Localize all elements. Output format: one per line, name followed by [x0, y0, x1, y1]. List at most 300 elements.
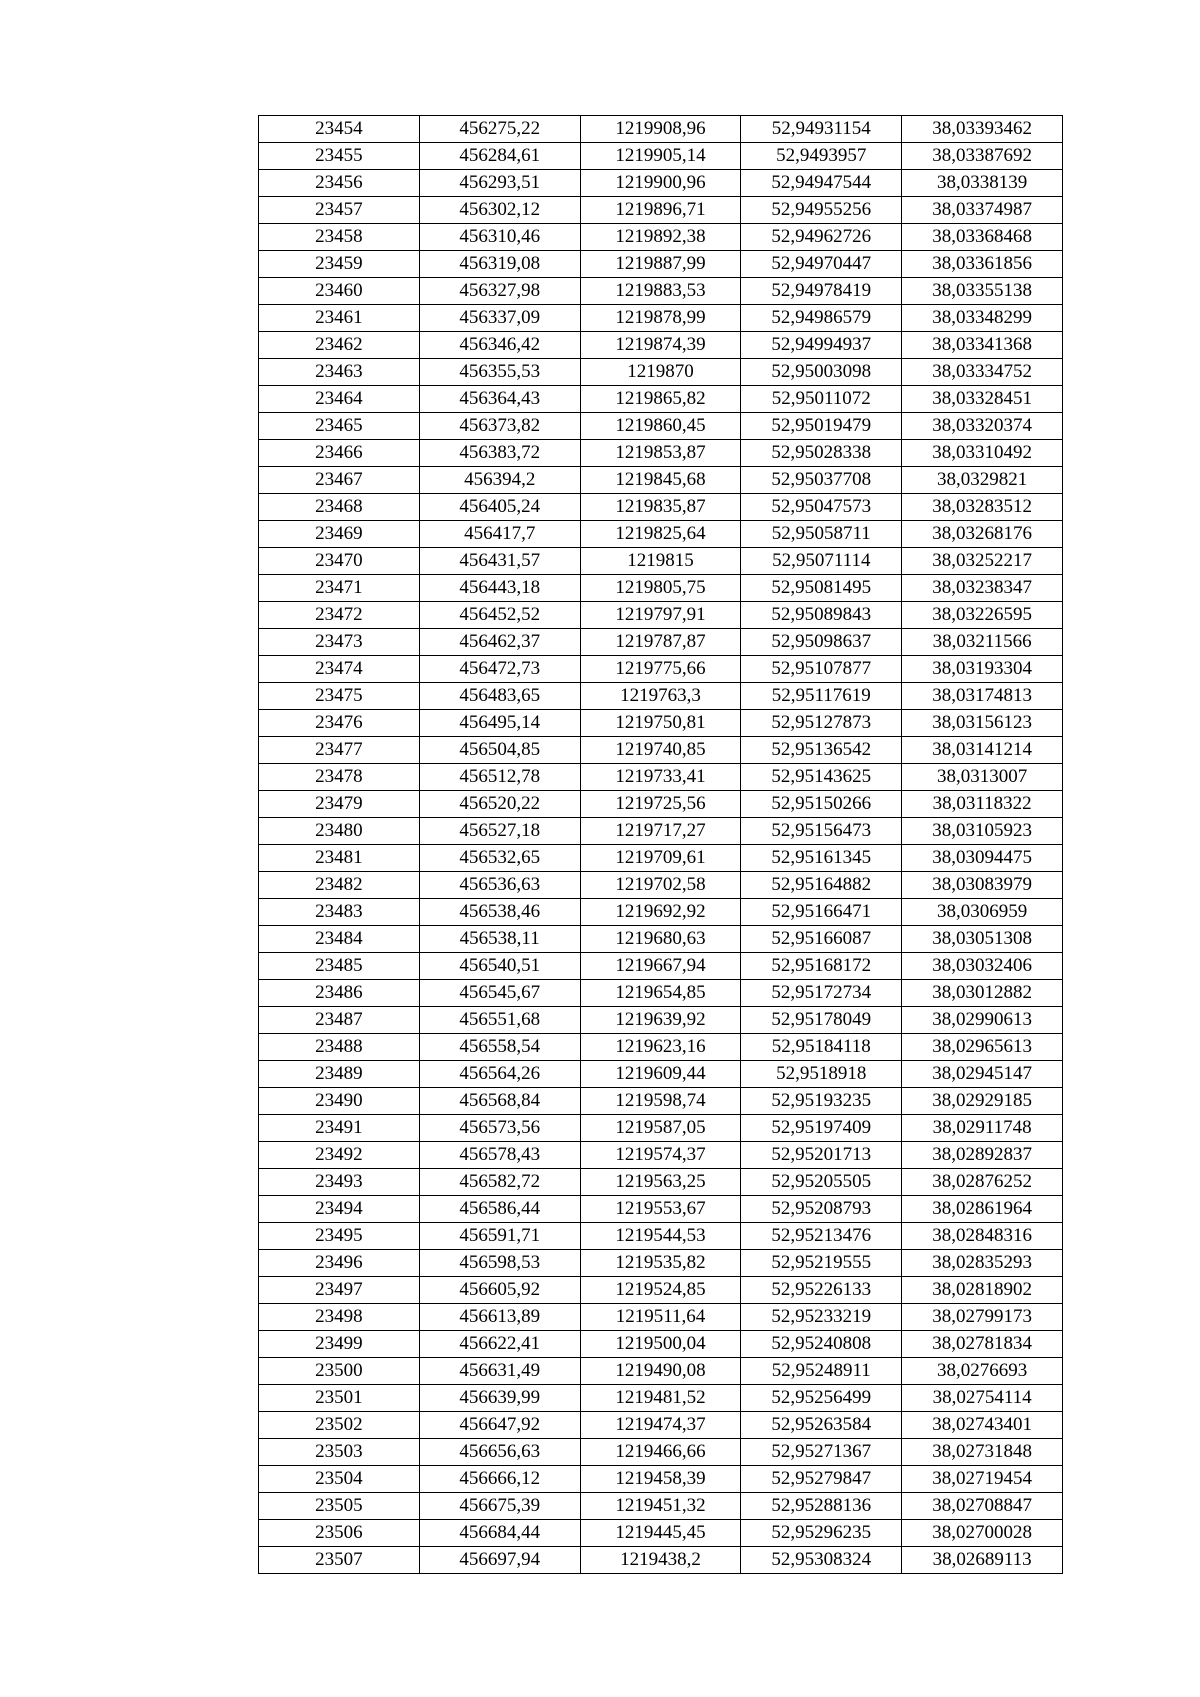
point-number-cell: 23494	[259, 1196, 420, 1223]
point-number-cell: 23458	[259, 224, 420, 251]
longitude-cell: 38,03012882	[902, 980, 1063, 1007]
table-row	[259, 575, 1063, 602]
latitude-cell: 52,95248911	[741, 1358, 902, 1385]
y-coordinate-cell: 1219725,56	[580, 791, 741, 818]
point-number-cell: 23457	[259, 197, 420, 224]
y-coordinate-cell: 1219892,38	[580, 224, 741, 251]
latitude-cell: 52,94978419	[741, 278, 902, 305]
latitude-cell: 52,95058711	[741, 521, 902, 548]
table-row	[259, 818, 1063, 845]
table-row	[259, 1169, 1063, 1196]
table-row	[259, 656, 1063, 683]
point-number-cell: 23497	[259, 1277, 420, 1304]
x-coordinate-cell: 456697,94	[419, 1547, 580, 1574]
table-row	[259, 413, 1063, 440]
table-row	[259, 1088, 1063, 1115]
table-row	[259, 1034, 1063, 1061]
table-row	[259, 143, 1063, 170]
y-coordinate-cell: 1219878,99	[580, 305, 741, 332]
y-coordinate-cell: 1219815	[580, 548, 741, 575]
table-row	[259, 1358, 1063, 1385]
x-coordinate-cell: 456293,51	[419, 170, 580, 197]
longitude-cell: 38,03310492	[902, 440, 1063, 467]
table-row	[259, 1547, 1063, 1574]
latitude-cell: 52,95172734	[741, 980, 902, 1007]
point-number-cell: 23462	[259, 332, 420, 359]
table-row	[259, 899, 1063, 926]
table-row	[259, 629, 1063, 656]
point-number-cell: 23492	[259, 1142, 420, 1169]
x-coordinate-cell: 456532,65	[419, 845, 580, 872]
point-number-cell: 23488	[259, 1034, 420, 1061]
longitude-cell: 38,02990613	[902, 1007, 1063, 1034]
x-coordinate-cell: 456327,98	[419, 278, 580, 305]
x-coordinate-cell: 456373,82	[419, 413, 580, 440]
x-coordinate-cell: 456578,43	[419, 1142, 580, 1169]
x-coordinate-cell: 456564,26	[419, 1061, 580, 1088]
y-coordinate-cell: 1219451,32	[580, 1493, 741, 1520]
y-coordinate-cell: 1219598,74	[580, 1088, 741, 1115]
longitude-cell: 38,02731848	[902, 1439, 1063, 1466]
latitude-cell: 52,95019479	[741, 413, 902, 440]
longitude-cell: 38,02700028	[902, 1520, 1063, 1547]
y-coordinate-cell: 1219667,94	[580, 953, 741, 980]
table-row	[259, 737, 1063, 764]
point-number-cell: 23505	[259, 1493, 420, 1520]
x-coordinate-cell: 456462,37	[419, 629, 580, 656]
longitude-cell: 38,02719454	[902, 1466, 1063, 1493]
point-number-cell: 23456	[259, 170, 420, 197]
point-number-cell: 23475	[259, 683, 420, 710]
point-number-cell: 23496	[259, 1250, 420, 1277]
y-coordinate-cell: 1219490,08	[580, 1358, 741, 1385]
y-coordinate-cell: 1219623,16	[580, 1034, 741, 1061]
x-coordinate-cell: 456622,41	[419, 1331, 580, 1358]
y-coordinate-cell: 1219775,66	[580, 656, 741, 683]
point-number-cell: 23487	[259, 1007, 420, 1034]
x-coordinate-cell: 456417,7	[419, 521, 580, 548]
point-number-cell: 23469	[259, 521, 420, 548]
latitude-cell: 52,95166471	[741, 899, 902, 926]
point-number-cell: 23463	[259, 359, 420, 386]
table-row	[259, 764, 1063, 791]
longitude-cell: 38,02818902	[902, 1277, 1063, 1304]
latitude-cell: 52,95089843	[741, 602, 902, 629]
point-number-cell: 23465	[259, 413, 420, 440]
y-coordinate-cell: 1219853,87	[580, 440, 741, 467]
table-row	[259, 791, 1063, 818]
latitude-cell: 52,95107877	[741, 656, 902, 683]
table-row	[259, 1439, 1063, 1466]
y-coordinate-cell: 1219825,64	[580, 521, 741, 548]
latitude-cell: 52,95208793	[741, 1196, 902, 1223]
table-row	[259, 1466, 1063, 1493]
y-coordinate-cell: 1219709,61	[580, 845, 741, 872]
table-row	[259, 494, 1063, 521]
x-coordinate-cell: 456364,43	[419, 386, 580, 413]
point-number-cell: 23501	[259, 1385, 420, 1412]
latitude-cell: 52,95308324	[741, 1547, 902, 1574]
point-number-cell: 23467	[259, 467, 420, 494]
longitude-cell: 38,02835293	[902, 1250, 1063, 1277]
y-coordinate-cell: 1219805,75	[580, 575, 741, 602]
y-coordinate-cell: 1219908,96	[580, 116, 741, 143]
point-number-cell: 23490	[259, 1088, 420, 1115]
x-coordinate-cell: 456383,72	[419, 440, 580, 467]
longitude-cell: 38,03032406	[902, 953, 1063, 980]
table-row	[259, 1061, 1063, 1088]
point-number-cell: 23485	[259, 953, 420, 980]
longitude-cell: 38,02848316	[902, 1223, 1063, 1250]
x-coordinate-cell: 456302,12	[419, 197, 580, 224]
longitude-cell: 38,03387692	[902, 143, 1063, 170]
y-coordinate-cell: 1219474,37	[580, 1412, 741, 1439]
longitude-cell: 38,02743401	[902, 1412, 1063, 1439]
latitude-cell: 52,9493957	[741, 143, 902, 170]
y-coordinate-cell: 1219574,37	[580, 1142, 741, 1169]
x-coordinate-cell: 456284,61	[419, 143, 580, 170]
latitude-cell: 52,95263584	[741, 1412, 902, 1439]
x-coordinate-cell: 456319,08	[419, 251, 580, 278]
x-coordinate-cell: 456558,54	[419, 1034, 580, 1061]
longitude-cell: 38,03355138	[902, 278, 1063, 305]
y-coordinate-cell: 1219835,87	[580, 494, 741, 521]
y-coordinate-cell: 1219874,39	[580, 332, 741, 359]
table-row	[259, 1331, 1063, 1358]
point-number-cell: 23464	[259, 386, 420, 413]
y-coordinate-cell: 1219896,71	[580, 197, 741, 224]
table-row	[259, 602, 1063, 629]
x-coordinate-cell: 456684,44	[419, 1520, 580, 1547]
table-row	[259, 440, 1063, 467]
longitude-cell: 38,03174813	[902, 683, 1063, 710]
y-coordinate-cell: 1219797,91	[580, 602, 741, 629]
longitude-cell: 38,03348299	[902, 305, 1063, 332]
x-coordinate-cell: 456483,65	[419, 683, 580, 710]
x-coordinate-cell: 456613,89	[419, 1304, 580, 1331]
y-coordinate-cell: 1219511,64	[580, 1304, 741, 1331]
table-row	[259, 1115, 1063, 1142]
latitude-cell: 52,95150266	[741, 791, 902, 818]
x-coordinate-cell: 456527,18	[419, 818, 580, 845]
latitude-cell: 52,95168172	[741, 953, 902, 980]
longitude-cell: 38,02754114	[902, 1385, 1063, 1412]
point-number-cell: 23507	[259, 1547, 420, 1574]
x-coordinate-cell: 456310,46	[419, 224, 580, 251]
y-coordinate-cell: 1219860,45	[580, 413, 741, 440]
table-row	[259, 1142, 1063, 1169]
longitude-cell: 38,03083979	[902, 872, 1063, 899]
table-row	[259, 197, 1063, 224]
point-number-cell: 23500	[259, 1358, 420, 1385]
y-coordinate-cell: 1219883,53	[580, 278, 741, 305]
latitude-cell: 52,95197409	[741, 1115, 902, 1142]
longitude-cell: 38,03118322	[902, 791, 1063, 818]
x-coordinate-cell: 456568,84	[419, 1088, 580, 1115]
x-coordinate-cell: 456337,09	[419, 305, 580, 332]
latitude-cell: 52,94947544	[741, 170, 902, 197]
table-row	[259, 1493, 1063, 1520]
longitude-cell: 38,03252217	[902, 548, 1063, 575]
table-row	[259, 278, 1063, 305]
x-coordinate-cell: 456540,51	[419, 953, 580, 980]
point-number-cell: 23499	[259, 1331, 420, 1358]
table-row	[259, 1223, 1063, 1250]
table-row	[259, 170, 1063, 197]
latitude-cell: 52,95028338	[741, 440, 902, 467]
point-number-cell: 23486	[259, 980, 420, 1007]
y-coordinate-cell: 1219553,67	[580, 1196, 741, 1223]
x-coordinate-cell: 456573,56	[419, 1115, 580, 1142]
longitude-cell: 38,03368468	[902, 224, 1063, 251]
latitude-cell: 52,94931154	[741, 116, 902, 143]
longitude-cell: 38,03226595	[902, 602, 1063, 629]
latitude-cell: 52,95047573	[741, 494, 902, 521]
longitude-cell: 38,03238347	[902, 575, 1063, 602]
x-coordinate-cell: 456405,24	[419, 494, 580, 521]
longitude-cell: 38,03320374	[902, 413, 1063, 440]
latitude-cell: 52,95256499	[741, 1385, 902, 1412]
x-coordinate-cell: 456605,92	[419, 1277, 580, 1304]
point-number-cell: 23460	[259, 278, 420, 305]
point-number-cell: 23454	[259, 116, 420, 143]
longitude-cell: 38,0313007	[902, 764, 1063, 791]
longitude-cell: 38,03156123	[902, 710, 1063, 737]
longitude-cell: 38,02876252	[902, 1169, 1063, 1196]
x-coordinate-cell: 456586,44	[419, 1196, 580, 1223]
y-coordinate-cell: 1219587,05	[580, 1115, 741, 1142]
point-number-cell: 23481	[259, 845, 420, 872]
x-coordinate-cell: 456355,53	[419, 359, 580, 386]
coordinates-table-body	[259, 116, 1063, 1574]
y-coordinate-cell: 1219733,41	[580, 764, 741, 791]
y-coordinate-cell: 1219438,2	[580, 1547, 741, 1574]
y-coordinate-cell: 1219750,81	[580, 710, 741, 737]
x-coordinate-cell: 456431,57	[419, 548, 580, 575]
point-number-cell: 23498	[259, 1304, 420, 1331]
y-coordinate-cell: 1219609,44	[580, 1061, 741, 1088]
table-row	[259, 305, 1063, 332]
longitude-cell: 38,02708847	[902, 1493, 1063, 1520]
x-coordinate-cell: 456598,53	[419, 1250, 580, 1277]
y-coordinate-cell: 1219458,39	[580, 1466, 741, 1493]
y-coordinate-cell: 1219717,27	[580, 818, 741, 845]
x-coordinate-cell: 456346,42	[419, 332, 580, 359]
latitude-cell: 52,9518918	[741, 1061, 902, 1088]
latitude-cell: 52,95143625	[741, 764, 902, 791]
y-coordinate-cell: 1219466,66	[580, 1439, 741, 1466]
table-row	[259, 1007, 1063, 1034]
point-number-cell: 23479	[259, 791, 420, 818]
latitude-cell: 52,95136542	[741, 737, 902, 764]
x-coordinate-cell: 456538,46	[419, 899, 580, 926]
latitude-cell: 52,95178049	[741, 1007, 902, 1034]
latitude-cell: 52,94994937	[741, 332, 902, 359]
point-number-cell: 23489	[259, 1061, 420, 1088]
longitude-cell: 38,03361856	[902, 251, 1063, 278]
point-number-cell: 23461	[259, 305, 420, 332]
table-row	[259, 332, 1063, 359]
table-row	[259, 386, 1063, 413]
point-number-cell: 23470	[259, 548, 420, 575]
longitude-cell: 38,02965613	[902, 1034, 1063, 1061]
point-number-cell: 23473	[259, 629, 420, 656]
point-number-cell: 23493	[259, 1169, 420, 1196]
latitude-cell: 52,95193235	[741, 1088, 902, 1115]
y-coordinate-cell: 1219763,3	[580, 683, 741, 710]
latitude-cell: 52,94955256	[741, 197, 902, 224]
longitude-cell: 38,03211566	[902, 629, 1063, 656]
y-coordinate-cell: 1219563,25	[580, 1169, 741, 1196]
longitude-cell: 38,03141214	[902, 737, 1063, 764]
table-row	[259, 1250, 1063, 1277]
longitude-cell: 38,03094475	[902, 845, 1063, 872]
longitude-cell: 38,02911748	[902, 1115, 1063, 1142]
y-coordinate-cell: 1219740,85	[580, 737, 741, 764]
table-row	[259, 683, 1063, 710]
latitude-cell: 52,95071114	[741, 548, 902, 575]
y-coordinate-cell: 1219870	[580, 359, 741, 386]
y-coordinate-cell: 1219692,92	[580, 899, 741, 926]
x-coordinate-cell: 456452,52	[419, 602, 580, 629]
point-number-cell: 23477	[259, 737, 420, 764]
latitude-cell: 52,95219555	[741, 1250, 902, 1277]
x-coordinate-cell: 456666,12	[419, 1466, 580, 1493]
table-row	[259, 1520, 1063, 1547]
point-number-cell: 23504	[259, 1466, 420, 1493]
longitude-cell: 38,0306959	[902, 899, 1063, 926]
latitude-cell: 52,95213476	[741, 1223, 902, 1250]
table-row	[259, 710, 1063, 737]
y-coordinate-cell: 1219445,45	[580, 1520, 741, 1547]
x-coordinate-cell: 456275,22	[419, 116, 580, 143]
point-number-cell: 23482	[259, 872, 420, 899]
longitude-cell: 38,02799173	[902, 1304, 1063, 1331]
longitude-cell: 38,03193304	[902, 656, 1063, 683]
y-coordinate-cell: 1219544,53	[580, 1223, 741, 1250]
latitude-cell: 52,95240808	[741, 1331, 902, 1358]
table-row	[259, 1196, 1063, 1223]
x-coordinate-cell: 456545,67	[419, 980, 580, 1007]
longitude-cell: 38,02689113	[902, 1547, 1063, 1574]
point-number-cell: 23474	[259, 656, 420, 683]
table-row	[259, 359, 1063, 386]
latitude-cell: 52,94986579	[741, 305, 902, 332]
x-coordinate-cell: 456520,22	[419, 791, 580, 818]
y-coordinate-cell: 1219535,82	[580, 1250, 741, 1277]
y-coordinate-cell: 1219845,68	[580, 467, 741, 494]
point-number-cell: 23502	[259, 1412, 420, 1439]
point-number-cell: 23471	[259, 575, 420, 602]
y-coordinate-cell: 1219524,85	[580, 1277, 741, 1304]
latitude-cell: 52,95279847	[741, 1466, 902, 1493]
y-coordinate-cell: 1219787,87	[580, 629, 741, 656]
point-number-cell: 23466	[259, 440, 420, 467]
point-number-cell: 23484	[259, 926, 420, 953]
y-coordinate-cell: 1219654,85	[580, 980, 741, 1007]
latitude-cell: 52,95271367	[741, 1439, 902, 1466]
x-coordinate-cell: 456443,18	[419, 575, 580, 602]
longitude-cell: 38,03374987	[902, 197, 1063, 224]
table-row	[259, 467, 1063, 494]
y-coordinate-cell: 1219887,99	[580, 251, 741, 278]
latitude-cell: 52,94970447	[741, 251, 902, 278]
table-row	[259, 953, 1063, 980]
x-coordinate-cell: 456631,49	[419, 1358, 580, 1385]
latitude-cell: 52,95117619	[741, 683, 902, 710]
longitude-cell: 38,0338139	[902, 170, 1063, 197]
point-number-cell: 23478	[259, 764, 420, 791]
x-coordinate-cell: 456472,73	[419, 656, 580, 683]
latitude-cell: 52,95296235	[741, 1520, 902, 1547]
latitude-cell: 52,95201713	[741, 1142, 902, 1169]
x-coordinate-cell: 456675,39	[419, 1493, 580, 1520]
table-row	[259, 845, 1063, 872]
table-row	[259, 1277, 1063, 1304]
point-number-cell: 23459	[259, 251, 420, 278]
table-row	[259, 251, 1063, 278]
latitude-cell: 52,95166087	[741, 926, 902, 953]
y-coordinate-cell: 1219900,96	[580, 170, 741, 197]
latitude-cell: 52,95011072	[741, 386, 902, 413]
table-row	[259, 1412, 1063, 1439]
longitude-cell: 38,03105923	[902, 818, 1063, 845]
coordinates-table	[258, 115, 1063, 1574]
longitude-cell: 38,03393462	[902, 116, 1063, 143]
table-row	[259, 548, 1063, 575]
y-coordinate-cell: 1219481,52	[580, 1385, 741, 1412]
y-coordinate-cell: 1219702,58	[580, 872, 741, 899]
latitude-cell: 52,94962726	[741, 224, 902, 251]
latitude-cell: 52,95156473	[741, 818, 902, 845]
latitude-cell: 52,95184118	[741, 1034, 902, 1061]
x-coordinate-cell: 456504,85	[419, 737, 580, 764]
table-row	[259, 872, 1063, 899]
point-number-cell: 23476	[259, 710, 420, 737]
y-coordinate-cell: 1219639,92	[580, 1007, 741, 1034]
table-row	[259, 1385, 1063, 1412]
x-coordinate-cell: 456495,14	[419, 710, 580, 737]
table-row	[259, 980, 1063, 1007]
latitude-cell: 52,95081495	[741, 575, 902, 602]
x-coordinate-cell: 456512,78	[419, 764, 580, 791]
latitude-cell: 52,95226133	[741, 1277, 902, 1304]
latitude-cell: 52,95003098	[741, 359, 902, 386]
x-coordinate-cell: 456582,72	[419, 1169, 580, 1196]
longitude-cell: 38,03328451	[902, 386, 1063, 413]
latitude-cell: 52,95037708	[741, 467, 902, 494]
table-row	[259, 224, 1063, 251]
longitude-cell: 38,02861964	[902, 1196, 1063, 1223]
longitude-cell: 38,0276693	[902, 1358, 1063, 1385]
x-coordinate-cell: 456647,92	[419, 1412, 580, 1439]
point-number-cell: 23483	[259, 899, 420, 926]
table-row	[259, 521, 1063, 548]
x-coordinate-cell: 456551,68	[419, 1007, 580, 1034]
x-coordinate-cell: 456639,99	[419, 1385, 580, 1412]
point-number-cell: 23455	[259, 143, 420, 170]
latitude-cell: 52,95164882	[741, 872, 902, 899]
longitude-cell: 38,02781834	[902, 1331, 1063, 1358]
latitude-cell: 52,95288136	[741, 1493, 902, 1520]
longitude-cell: 38,0329821	[902, 467, 1063, 494]
latitude-cell: 52,95161345	[741, 845, 902, 872]
longitude-cell: 38,02945147	[902, 1061, 1063, 1088]
point-number-cell: 23491	[259, 1115, 420, 1142]
latitude-cell: 52,95233219	[741, 1304, 902, 1331]
longitude-cell: 38,02929185	[902, 1088, 1063, 1115]
point-number-cell: 23480	[259, 818, 420, 845]
